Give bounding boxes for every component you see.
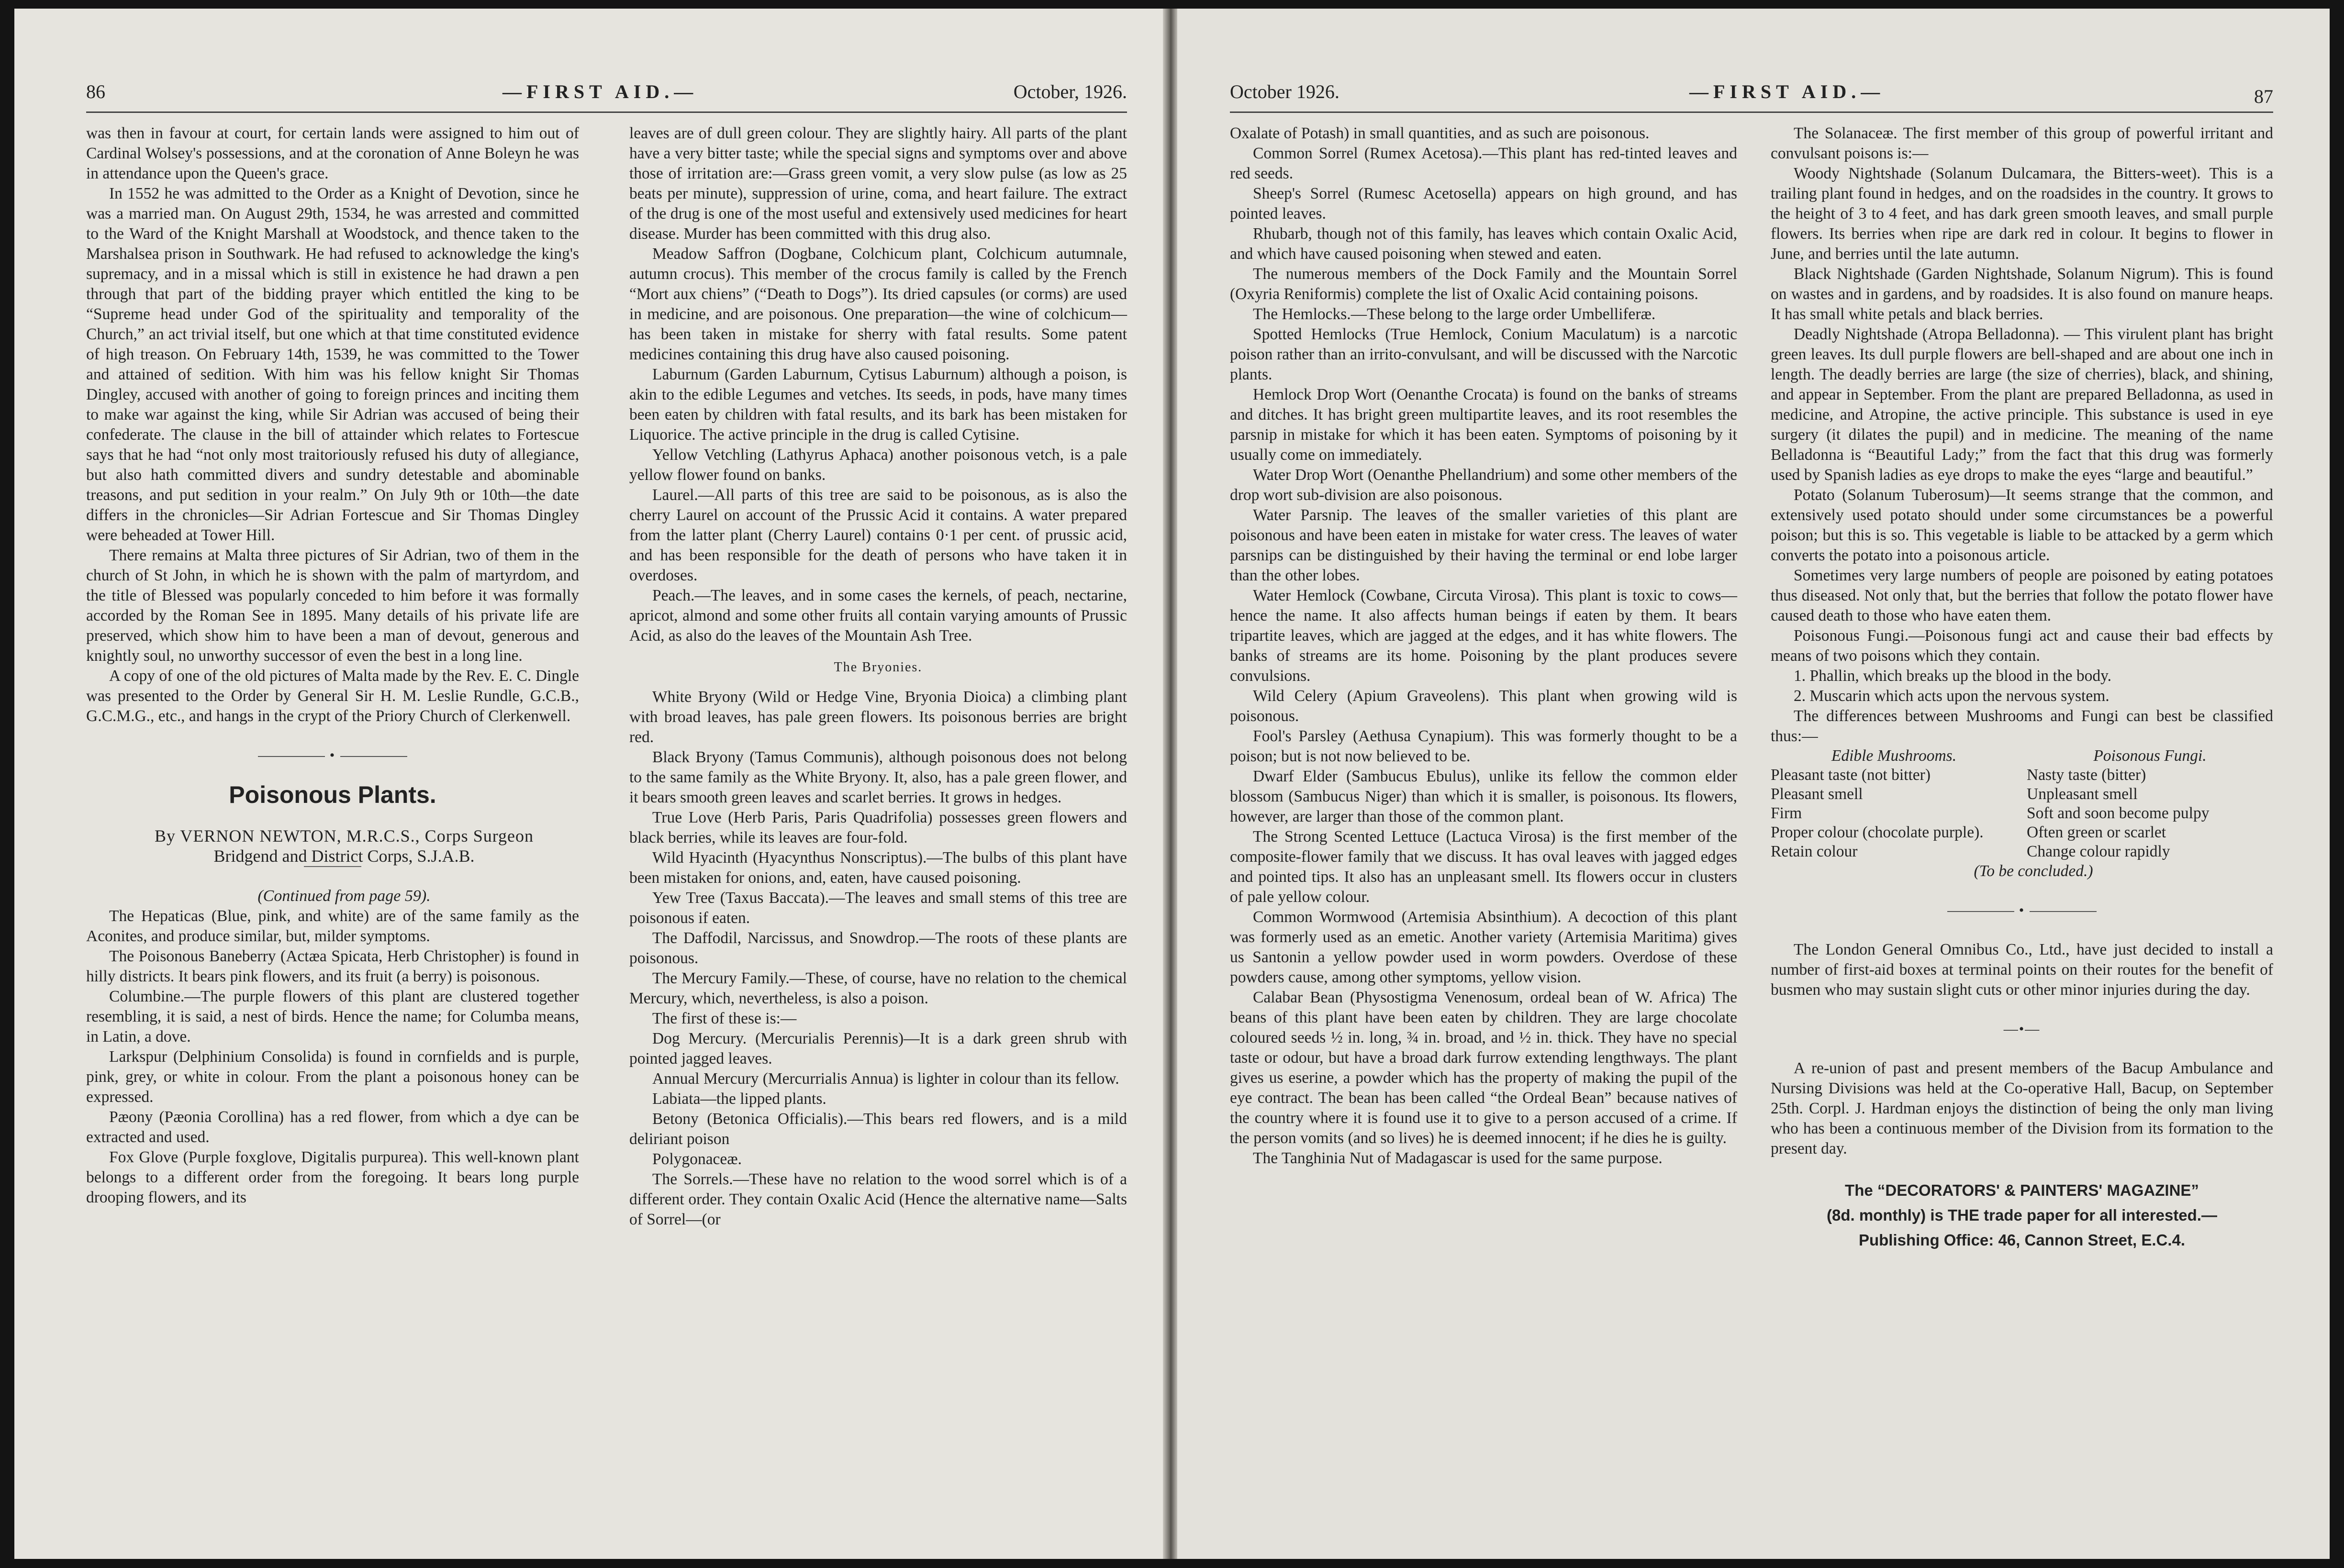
left-page-header — [86, 80, 1127, 114]
issue-date: October, 1926. — [1013, 81, 1127, 102]
paragraph: The Tanghinia Nut of Madagascar is used for the same purpose. — [1253, 1149, 1663, 1167]
paragraph: Larkspur (Delphinium Consolida) is found in cornfields and is purple, pink, grey, or white in colour. From the plant a poisonous honey can be expressed. — [86, 1048, 579, 1106]
paragraph: Annual Mercury (Mercurrialis Annua) is lighter in colour than its fellow. — [652, 1070, 1119, 1088]
paragraph: A re-union of past and present members of the Bacup Ambulance and Nursing Divisions was held at the Co-operative Hall, Bacup, on September 25th. Corpl. J. Hardman enjoys the distinction of being the only man living who has been a continuous member of the Division from its formation to the present day. — [1771, 1059, 2273, 1157]
paragraph: was then in favour at court, for certain lands were assigned to him out of Cardinal Wolsey's possessions, and at the coronation of Anne Boleyn he was in attendance upon the Queen's grace. — [86, 124, 579, 182]
table-cell: Often green or scarlet — [2027, 823, 2166, 841]
table-cell: Pleasant smell — [1771, 785, 1863, 803]
issue-date: October 1926. — [1230, 81, 1339, 102]
article-byline: By VERNON NEWTON, M.R.C.S., Corps Surgeon — [154, 826, 534, 845]
advertisement-line: (8d. monthly) is THE trade paper for all interested.— — [1827, 1206, 2217, 1224]
paragraph: Common Sorrel (Rumex Acetosa).—This plant has red-tinted leaves and red seeds. — [1230, 145, 1737, 182]
paragraph: The Hepaticas (Blue, pink, and white) are of the same family as the Aconites, and produce similar, but, milder symptoms. — [86, 907, 579, 945]
paragraph: leaves are of dull green colour. They are slightly hairy. All parts of the plant have a very bitter taste; while the special signs and symptoms over and above those of irritation are:—Grass green vomit, a very slow pulse (as low as 25 beats per minute), suppression of urine, coma, and heart failure. The extract of the drug is one of the most useful and extensively used medicines for heart disease. Murder has been committed with this drug also. — [629, 124, 1127, 243]
section-ornament: • — [1771, 901, 2273, 921]
left-page — [14, 9, 1163, 1559]
table-cell: Retain colour — [1771, 843, 1858, 860]
paragraph: Wild Celery (Apium Graveolens). This plant when growing wild is poisonous. — [1230, 687, 1737, 725]
paragraph: The differences between Mushrooms and Fungi can best be classified thus:— — [1771, 707, 2273, 745]
table-cell: Firm — [1771, 804, 1802, 822]
paragraph: Poisonous Fungi.—Poisonous fungi act and cause their bad effects by means of two poisons which they contain. — [1771, 627, 2273, 665]
paragraph: Fool's Parsley (Aethusa Cynapium). This was formerly thought to be a poison; but is not now believed to be. — [1230, 727, 1737, 765]
paragraph: The Mercury Family.—These, of course, have no relation to the chemical Mercury, which, nevertheless, is also a poison. — [629, 969, 1127, 1007]
paragraph: Potato (Solanum Tuberosum)—It seems strange that the common, and extensively used potato should under some circumstances be a powerful poison; but this is so. This vegetable is liable to be attacked by a germ which converts the potato into a poisonous article. — [1771, 486, 2273, 564]
paragraph: The numerous members of the Dock Family and the Mountain Sorrel (Oxyria Reniformis) complete the list of Oxalic Acid containing poisons. — [1230, 265, 1737, 303]
paragraph: Sheep's Sorrel (Rumesc Acetosella) appears on high ground, and has pointed leaves. — [1230, 185, 1737, 222]
paragraph: Polygonaceæ. — [652, 1150, 742, 1168]
paragraph: The Daffodil, Narcissus, and Snowdrop.—The roots of these plants are poisonous. — [629, 929, 1127, 967]
table-cell: Pleasant taste (not bitter) — [1771, 766, 1931, 784]
paragraph: Columbine.—The purple flowers of this plant are clustered together resembling, it is said, a nest of birds. Hence the name; for Columba means, in Latin, a dove. — [86, 988, 579, 1045]
paragraph: Betony (Betonica Officialis).—This bears red flowers, and is a mild deliriant poison — [629, 1110, 1127, 1148]
paragraph: Spotted Hemlocks (True Hemlock, Conium Maculatum) is a narcotic poison rather than an irrito-convulsant, and will be discussed with the Narcotic plants. — [1230, 325, 1737, 383]
paragraph: 1. Phallin, which breaks up the blood in the body. — [1794, 667, 2112, 685]
paragraph: The Sorrels.—These have no relation to the wood sorrel which is of a different order. They contain Oxalic Acid (Hence the alternative name—Salts of Sorrel—(or — [629, 1170, 1127, 1228]
paragraph: Laurel.—All parts of this tree are said to be poisonous, as is also the cherry Laurel on account of the Prussic Acid it contains. A water prepared from the latter plant (Cherry Laurel) contains 0·1 per cent. of prussic acid, and has been responsible for the death of persons who have taken it in overdoses. — [629, 486, 1127, 584]
table-header: Poisonous Fungi. — [2093, 747, 2207, 765]
mushroom-fungi-table — [1771, 746, 2273, 861]
paragraph: Woody Nightshade (Solanum Dulcamara, the Bitters-weet). This is a trailing plant found in hedges, and on the roadsides in the country. It grows to the height of 3 to 4 feet, and has dark green smooth leaves, and small purple flowers. Its berries when ripe are dark red in colour. It begins to flower in June, and berries until the late autumn. — [1771, 165, 2273, 263]
paragraph: The Strong Scented Lettuce (Lactuca Virosa) is the first member of the composite-flower family that we discuss. It has oval leaves with jagged edges and pointed tips. It also has an unpleasant smell. Its flowers occur in clusters of pale yellow colour. — [1230, 828, 1737, 906]
running-title: —FIRST AID.— — [1689, 81, 1885, 102]
paragraph: Peach.—The leaves, and in some cases the kernels, of peach, nectarine, apricot, almond and some other fruits all contain varying amounts of Prussic Acid, as also do the leaves of the Mountain Ash Tree. — [629, 587, 1127, 645]
table-cell: Unpleasant smell — [2027, 785, 2138, 803]
paragraph: Water Drop Wort (Oenanthe Phellandrium) and some other members of the drop wort sub-division are also poisonous. — [1230, 466, 1737, 504]
paragraph: Yellow Vetchling (Lathyrus Aphaca) another poisonous vetch, is a pale yellow flower found on banks. — [629, 446, 1127, 484]
table-cell: Nasty taste (bitter) — [2027, 766, 2146, 784]
left-column-1 — [86, 123, 579, 1208]
paragraph: Common Wormwood (Artemisia Absinthium). A decoction of this plant was formerly used as an emetic. Another variety (Artemisia Maritima) gives us Santonin a yellow powder used in worm powders. Overdose of these powders cause, among other symptoms, yellow vision. — [1230, 908, 1737, 986]
right-column-1 — [1230, 123, 1737, 1168]
paragraph: The London General Omnibus Co., Ltd., have just decided to install a number of first-aid boxes at terminal points on their routes for the benefit of busmen who may sustain slight cuts or other minor injuries during the day. — [1771, 941, 2273, 999]
advertisement-line: Publishing Office: 46, Cannon Street, E.C.4. — [1858, 1231, 2186, 1249]
table-header: Edible Mushrooms. — [1831, 747, 1957, 765]
left-column-2 — [629, 123, 1127, 1230]
paragraph: The Hemlocks.—These belong to the large order Umbelliferæ. — [1253, 305, 1656, 323]
advertisement — [1771, 1178, 2273, 1253]
page-number: 86 — [86, 81, 105, 102]
table-cell: Soft and soon become pulpy — [2027, 804, 2210, 822]
paragraph: Dwarf Elder (Sambucus Ebulus), unlike its fellow the common elder blossom (Sambucus Niger) than which it is smaller, is poisonous. Its flowers, however, are larger than those of the common plant. — [1230, 767, 1737, 825]
paragraph: There remains at Malta three pictures of Sir Adrian, two of them in the church of St John, in which he is shown with the palm of martyrdom, and the title of Blessed was popularly conceded to him before it was formally accorded by the Roman See in 1895. Many details of his private life are preserved, which show him to have been a man of devout, generous and knightly soul, no unworthy successor of even the best in a long line. — [86, 546, 579, 665]
paragraph: The first of these is:— — [652, 1010, 797, 1027]
paragraph: Rhubarb, though not of this family, has leaves which contain Oxalic Acid, and which have caused poisoning when stewed and eaten. — [1230, 225, 1737, 263]
paragraph: Laburnum (Garden Laburnum, Cytisus Laburnum) although a poison, is akin to the edible Legumes and vetches. Its seeds, in pods, have many times been eaten by children with fatal results, and its bark has been mistaken for Liquorice. The active principle in the drug is called Cytisine. — [629, 366, 1127, 444]
paragraph: Black Nightshade (Garden Nightshade, Solanum Nigrum). This is found on wastes and in gardens, and by roadsides. It is also found on manure heaps. It has small white petals and black berries. — [1771, 265, 2273, 323]
paragraph: Pæony (Pæonia Corollina) has a red flower, from which a dye can be extracted and used. — [86, 1108, 579, 1146]
paragraph: Wild Hyacinth (Hyacynthus Nonscriptus).—The bulbs of this plant have been mistaken for onions, and, eaten, have caused poisoning. — [629, 849, 1127, 887]
section-ornament: —•— — [2003, 1021, 2041, 1037]
table-cell: Proper colour (chocolate purple). — [1771, 823, 1984, 841]
page-number: 87 — [2254, 86, 2273, 107]
header-rule — [86, 111, 1127, 113]
magazine-spread — [14, 9, 2330, 1559]
page-gutter — [1163, 9, 1177, 1559]
running-title: —FIRST AID.— — [502, 81, 698, 102]
paragraph: A copy of one of the old pictures of Malta made by the Rev. E. C. Dingle was presented to the Order by General Sir H. M. Leslie Rundle, G.C.B., G.C.M.G., etc., and hangs in the crypt of the Priory Church of Clerkenwell. — [86, 667, 579, 725]
header-rule — [1230, 111, 2273, 113]
divider — [304, 866, 361, 867]
paragraph: Black Bryony (Tamus Communis), although poisonous does not belong to the same family as the White Bryony. It, also, has a pale green flower, and it bears smooth green leaves and scarlet berries. It grows in hedges. — [629, 748, 1127, 806]
continued-note: (Continued from page 59). — [257, 887, 431, 905]
paragraph: Hemlock Drop Wort (Oenanthe Crocata) is found on the banks of streams and ditches. It has bright green multipartite leaves, and its root resembles the parsnip in mistake for which it has been eaten. Symptoms of poisoning by it usually come on immediately. — [1230, 386, 1737, 464]
paragraph: Water Parsnip. The leaves of the smaller varieties of this plant are poisonous and have been eaten in mistake for water cress. The leaves of water parsnips can be distinguished by their having the terminal or end lobe larger than the other lobes. — [1230, 506, 1737, 584]
right-column-2 — [1771, 123, 2273, 1253]
paragraph: In 1552 he was admitted to the Order as a Knight of Devotion, since he was a married man. On August 29th, 1534, he was arrested and committed to the Ward of the Knight Marshall at Woodstock, and thence taken to the Marshalsea prison in Southwark. He had refused to acknowledge the king's supremacy, and in a missal which is still in existence he had drawn a pen through that part of the bidding prayer which entitled the king to be “Supreme head under God of the spirituality and temporality of the Church,” an act trivial itself, but one which at that time constituted evidence of high treason. On February 14th, 1539, he was committed to the Tower and attained of sedition. With him was his fellow knight Sir Thomas Dingley, accused with another of going to foreign princes and inciting them to make war against the king, while Sir Adrian was accused of being their confederate. The clause in the bill of attainder which relates to Fortescue says that he had “not only most traitoriously refused his duty of allegiance, but also hath committed divers and sundry detestable and abominable treasons, and put sedition in your realm.” On July 9th or 10th—the date differs in the chronicles—Sir Adrian Fortescue and Sir Thomas Dingley were beheaded at Tower Hill. — [86, 185, 579, 544]
paragraph: Labiata—the lipped plants. — [652, 1090, 826, 1108]
paragraph: Sometimes very large numbers of people are poisoned by eating potatoes thus diseased. Not only that, but the berries that follow the potato flower have caused death to those who have eaten them. — [1771, 567, 2273, 624]
paragraph: True Love (Herb Paris, Paris Quadrifolia) possesses green flowers and black berries, while its leaves are four-fold. — [629, 809, 1127, 846]
table-cell: Change colour rapidly — [2027, 843, 2170, 860]
to-be-concluded-note: (To be concluded.) — [1974, 862, 2093, 880]
article-byline-affiliation: Bridgend and District Corps, S.J.A.B. — [213, 846, 475, 866]
paragraph: The Solanaceæ. The first member of this group of powerful irritant and convulsant poisons is:— — [1771, 124, 2273, 162]
paragraph: 2. Muscarin which acts upon the nervous system. — [1794, 687, 2110, 705]
right-page-header — [1230, 80, 2273, 114]
section-ornament: • — [86, 745, 579, 766]
paragraph: White Bryony (Wild or Hedge Vine, Bryonia Dioica) a climbing plant with broad leaves, has pale green flowers. Its poisonous berries are bright red. — [629, 688, 1127, 746]
advertisement-line: The “DECORATORS' & PAINTERS' MAGAZINE” — [1845, 1181, 2199, 1199]
paragraph: Water Hemlock (Cowbane, Circuta Virosa). This plant is toxic to cows—hence the name. It also affects human beings if eaten by them. It bears tripartite leaves, which are jagged at the edges, and it has white flowers. The banks of streams are its home. Poisoning by the plant produces severe convulsions. — [1230, 587, 1737, 685]
paragraph: Dog Mercury. (Mercurialis Perennis)—It is a dark green shrub with pointed jagged leaves. — [629, 1030, 1127, 1068]
right-page — [1177, 9, 2330, 1559]
paragraph: Yew Tree (Taxus Baccata).—The leaves and small stems of this tree are poisonous if eaten. — [629, 889, 1127, 927]
section-subheading: The Bryonies. — [834, 660, 923, 675]
paragraph: Deadly Nightshade (Atropa Belladonna). — This virulent plant has bright green leaves. Its dull purple flowers are bell-shaped and are about one inch in length. The deadly berries are large (the size of cherries), black, and shining, and appear in September. From the plant are prepared Belladonna, as used in medicine, and Atropine, the active principle. This substance is used in eye surgery (it dilates the pupil) and in medicine. The meaning of the name Belladonna is “Beautiful Lady;” from the fact that this drug was formerly used by Spanish ladies as eye drops to make the eyes “large and beautiful.” — [1771, 325, 2273, 484]
paragraph: Meadow Saffron (Dogbane, Colchicum plant, Colchicum autumnale, autumn crocus). This member of the crocus family is called by the French “Mort aux chiens” (“Death to Dogs”). Its dried capsules (or corms) are used in medicine, and are poisonous. One preparation—the wine of colchicum—has been taken in mistake for sherry with fatal results. Some patent medicines containing this drug have also caused poisoning. — [629, 245, 1127, 363]
paragraph: Oxalate of Potash) in small quantities, and as such are poisonous. — [1230, 124, 1650, 142]
paragraph: Calabar Bean (Physostigma Venenosum, ordeal bean of W. Africa) The beans of this plant have been eaten by children. They are large chocolate coloured seeds ½ in. long, ¾ in. broad, and ½ in. thick. They have no special taste or odour, but have a broad dark furrow extending lengthways. The plant gives us eserine, a powder which has the property of making the pupil of the eye contract. The bean has been called “the Ordeal Bean” because natives of the country where it is found use it to give to a person accused of a crime. If the person vomits (and so lives) he is deemed innocent; if he dies he is guilty. — [1230, 989, 1737, 1147]
article-title: Poisonous Plants. — [229, 781, 436, 808]
paragraph: The Poisonous Baneberry (Actæa Spicata, Herb Christopher) is found in hilly districts. It bears pink flowers, and its fruit (a berry) is poisonous. — [86, 947, 579, 985]
paragraph: Fox Glove (Purple foxglove, Digitalis purpurea). This well-known plant belongs to a different order from the foregoing. It bears long purple drooping flowers, and its — [86, 1148, 579, 1206]
